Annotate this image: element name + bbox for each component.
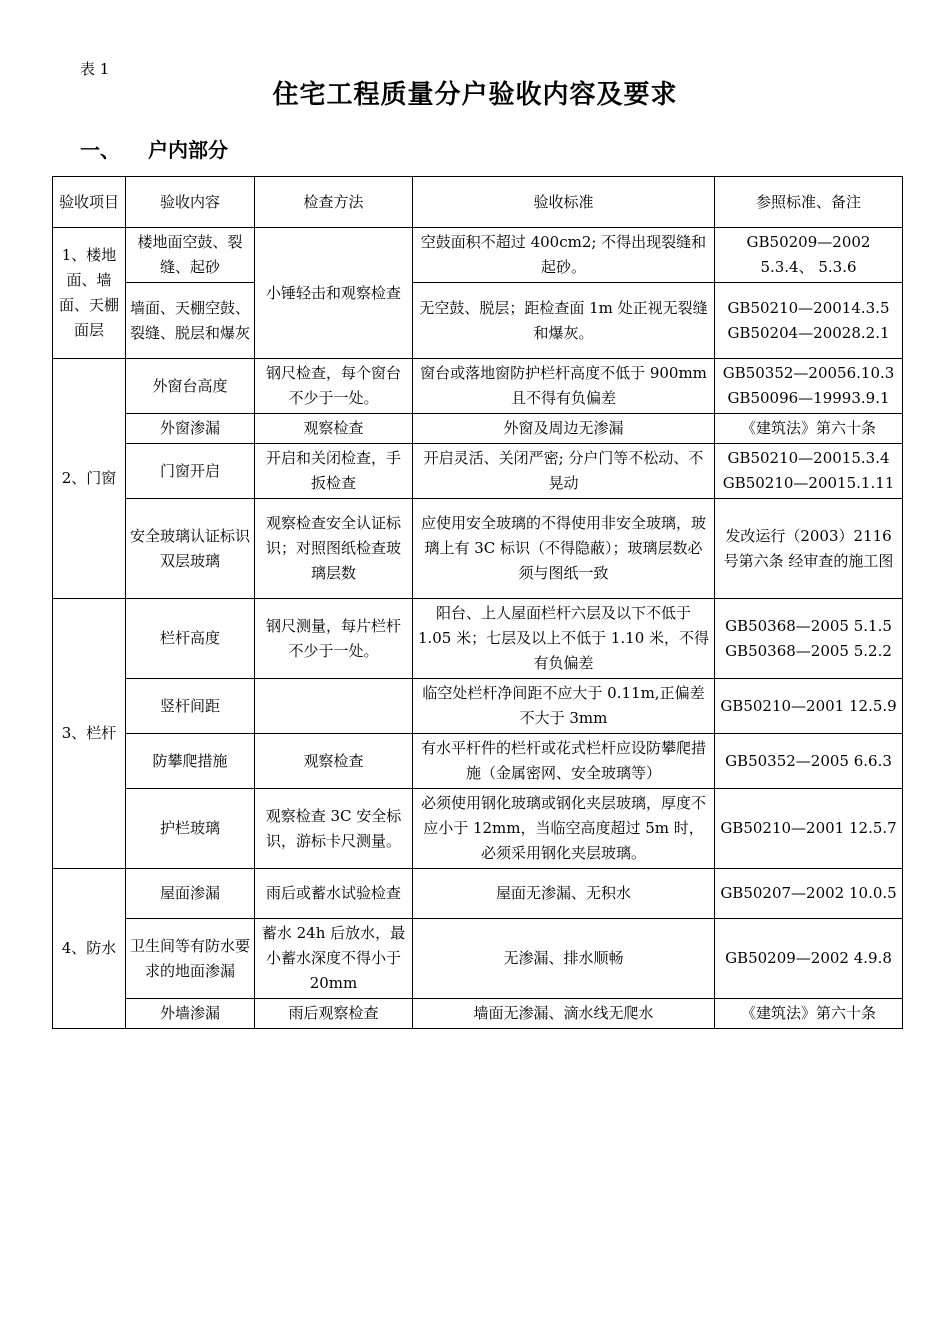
method-cell: 钢尺测量，每片栏杆不少于一处。 <box>255 599 413 679</box>
standard-cell: 屋面无渗漏、无积水 <box>413 869 715 919</box>
standard-cell: 临空处栏杆净间距不应大于 0.11m,正偏差不大于 3mm <box>413 679 715 734</box>
category-cell: 3、栏杆 <box>53 599 126 869</box>
document-title: 住宅工程质量分户验收内容及要求 <box>272 80 678 110</box>
content-cell: 屋面渗漏 <box>126 869 255 919</box>
standard-cell: 阳台、上人屋面栏杆六层及以下不低于 1.05 米；七层及以上不低于 1.10 米，不得有负偏差 <box>413 599 715 679</box>
standard-cell: 墙面无渗漏、滴水线无爬水 <box>413 999 715 1029</box>
table-row <box>53 228 903 283</box>
category-cell: 1、楼地面、墙面、天棚面层 <box>53 228 126 359</box>
category-cell: 4、防水 <box>53 869 126 1029</box>
reference-cell: GB50207—2002 10.0.5 <box>715 869 903 919</box>
standard-cell: 无空鼓、脱层；距检查面 1m 处正视无裂缝和爆灰。 <box>413 283 715 359</box>
content-cell: 门窗开启 <box>126 444 255 499</box>
table-row <box>53 999 903 1029</box>
standard-cell: 窗台或落地窗防护栏杆高度不低于 900mm 且不得有负偏差 <box>413 359 715 414</box>
table-row <box>53 499 903 599</box>
content-cell: 护栏玻璃 <box>126 789 255 869</box>
table-row <box>53 444 903 499</box>
method-cell: 雨后或蓄水试验检查 <box>255 869 413 919</box>
method-cell: 观察检查 <box>255 414 413 444</box>
content-cell: 竖杆间距 <box>126 679 255 734</box>
header-reference: 参照标准、备注 <box>715 177 903 228</box>
table-row <box>53 414 903 444</box>
method-cell: 蓄水 24h 后放水，最小蓄水深度不得小于 20mm <box>255 919 413 999</box>
table-row <box>53 789 903 869</box>
reference-cell: GB50210—2001 12.5.7 <box>715 789 903 869</box>
method-cell: 开启和关闭检查，手扳检查 <box>255 444 413 499</box>
reference-cell: GB50209—2002 5.3.4、 5.3.6 <box>715 228 903 283</box>
content-cell: 楼地面空鼓、裂缝、起砂 <box>126 228 255 283</box>
standard-cell: 开启灵活、关闭严密; 分户门等不松动、不晃动 <box>413 444 715 499</box>
method-cell: 雨后观察检查 <box>255 999 413 1029</box>
section-number: 一、 <box>80 138 120 162</box>
content-cell: 安全玻璃认证标识双层玻璃 <box>126 499 255 599</box>
table-header-row <box>53 177 903 228</box>
table-row <box>53 919 903 999</box>
table-row <box>53 869 903 919</box>
method-cell <box>255 679 413 734</box>
reference-cell: 《建筑法》第六十条 <box>715 414 903 444</box>
standard-cell: 应使用安全玻璃的不得使用非安全玻璃，玻璃上有 3C 标识（不得隐蔽）；玻璃层数必须与图纸一致 <box>413 499 715 599</box>
method-cell: 钢尺检查，每个窗台不少于一处。 <box>255 359 413 414</box>
reference-cell: GB50210—2001 12.5.9 <box>715 679 903 734</box>
acceptance-table <box>52 176 903 1029</box>
content-cell: 墙面、天棚空鼓、裂缝、脱层和爆灰 <box>126 283 255 359</box>
content-cell: 卫生间等有防水要求的地面渗漏 <box>126 919 255 999</box>
method-cell: 观察检查 <box>255 734 413 789</box>
standard-cell: 有水平杆件的栏杆或花式栏杆应设防攀爬措施（金属密网、安全玻璃等） <box>413 734 715 789</box>
header-standard: 验收标准 <box>413 177 715 228</box>
header-category: 验收项目 <box>53 177 126 228</box>
content-cell: 外墙渗漏 <box>126 999 255 1029</box>
section-title: 户内部分 <box>148 138 228 162</box>
table-row <box>53 283 903 359</box>
table-row <box>53 359 903 414</box>
content-cell: 外窗台高度 <box>126 359 255 414</box>
header-method: 检查方法 <box>255 177 413 228</box>
standard-cell: 空鼓面积不超过 400cm2; 不得出现裂缝和起砂。 <box>413 228 715 283</box>
reference-cell: GB50209—2002 4.9.8 <box>715 919 903 999</box>
reference-cell: GB50352—20056.10.3 GB50096—19993.9.1 <box>715 359 903 414</box>
section-heading <box>80 134 228 163</box>
reference-cell: 发改运行（2003）2116 号第六条 经审查的施工图 <box>715 499 903 599</box>
reference-cell: GB50210—20015.3.4 GB50210—20015.1.11 <box>715 444 903 499</box>
table-label: 表 1 <box>80 60 110 78</box>
content-cell: 防攀爬措施 <box>126 734 255 789</box>
standard-cell: 无渗漏、排水顺畅 <box>413 919 715 999</box>
reference-cell: 《建筑法》第六十条 <box>715 999 903 1029</box>
method-cell: 小锤轻击和观察检查 <box>255 228 413 359</box>
standard-cell: 外窗及周边无渗漏 <box>413 414 715 444</box>
content-cell: 栏杆高度 <box>126 599 255 679</box>
table-row <box>53 734 903 789</box>
reference-cell: GB50352—2005 6.6.3 <box>715 734 903 789</box>
reference-cell: GB50210—20014.3.5 GB50204—20028.2.1 <box>715 283 903 359</box>
header-content: 验收内容 <box>126 177 255 228</box>
content-cell: 外窗渗漏 <box>126 414 255 444</box>
standard-cell: 必须使用钢化玻璃或钢化夹层玻璃，厚度不应小于 12mm，当临空高度超过 5m 时，必须采用钢化夹层玻璃。 <box>413 789 715 869</box>
table-row <box>53 599 903 679</box>
method-cell: 观察检查安全认证标识；对照图纸检查玻璃层数 <box>255 499 413 599</box>
method-cell: 观察检查 3C 安全标识，游标卡尺测量。 <box>255 789 413 869</box>
table-row <box>53 679 903 734</box>
reference-cell: GB50368—2005 5.1.5 GB50368—2005 5.2.2 <box>715 599 903 679</box>
category-cell: 2、门窗 <box>53 359 126 599</box>
